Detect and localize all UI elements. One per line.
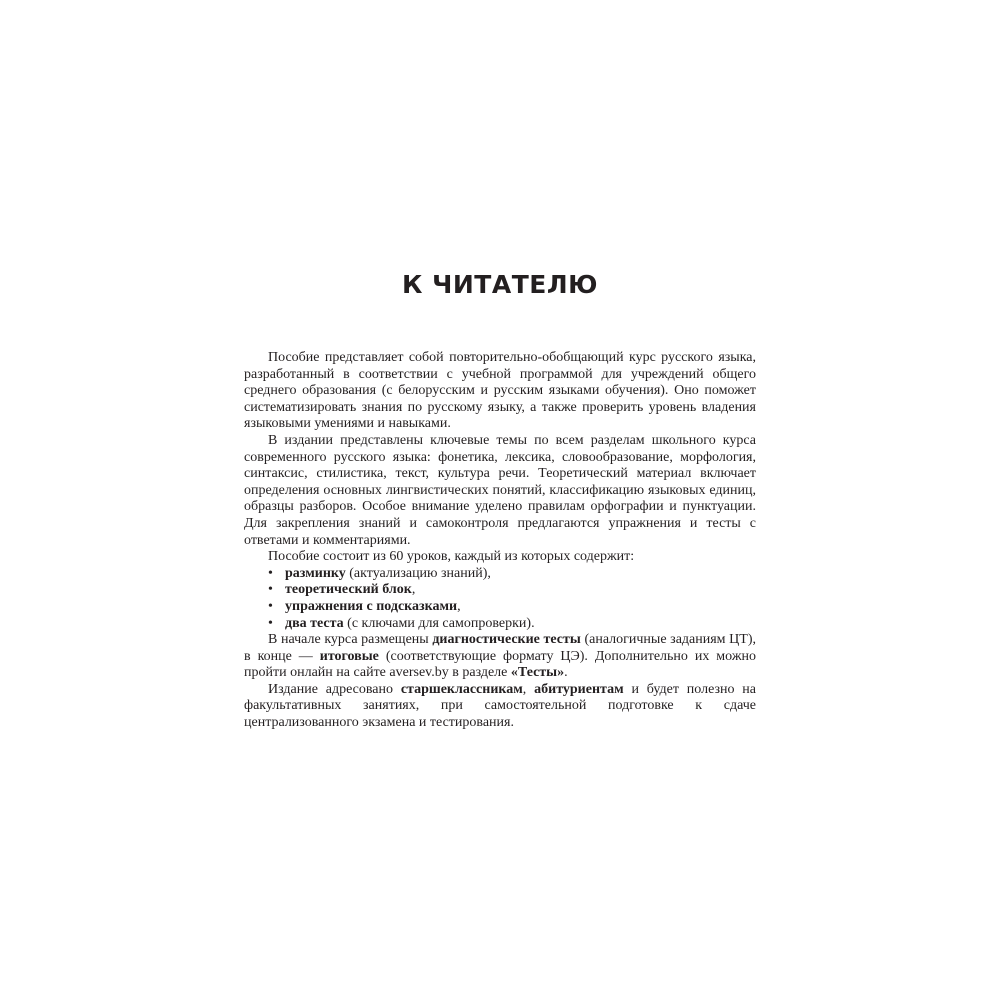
list-item	[268, 616, 756, 633]
bold-run: старшеклассникам	[400, 681, 523, 697]
list-item-bold: теоретический блок	[285, 582, 412, 598]
paragraph-tests	[244, 632, 756, 682]
list-item	[268, 582, 756, 599]
list-item-text: ,	[457, 598, 461, 614]
bold-run: диагностические тесты	[432, 632, 581, 648]
bullet-icon: •	[268, 598, 273, 614]
text-run: и будет полезно на факультативных занятиях, при самостоятельной подготовке к сдаче централизованного экзамена и тестирования.	[244, 681, 757, 731]
text-run: Издание адресовано	[268, 681, 401, 697]
lesson-components-list	[244, 566, 756, 632]
list-item	[268, 566, 756, 583]
bold-run: абитуриентам	[534, 681, 624, 697]
paragraph-audience	[244, 682, 756, 732]
text-run: .	[564, 665, 568, 681]
text-run: (аналогичные заданиям ЦТ), в конце —	[244, 632, 756, 664]
bullet-icon: •	[268, 615, 273, 631]
text-run: ,	[522, 681, 535, 697]
paragraph-intro: Пособие представляет собой повторительно-обобщающий курс русского языка, разработанный в соответствии с учебной программой для учреждений общего среднего образования (с белорусским и русским языками обучения). Оно поможет систематизировать знания по русскому языку, а также проверить уровень владения языковыми умениями и навыками.	[244, 350, 756, 432]
paragraph-structure: Пособие состоит из 60 уроков, каждый из которых содержит:	[268, 549, 635, 565]
paragraph-topics: В издании представлены ключевые темы по всем разделам школьного курса современного русского языка: фонетика, лексика, словообразование, морфология, синтаксис, стилистика, текст, культура речи. Теоретический материал включает определения основных лингвистических понятий, классификацию языковых единиц, образцы разборов. Особое внимание уделено правилам орфографии и пунктуации. Для закрепления знаний и самоконтроля предлагаются упражнения и тесты с ответами и комментариями.	[244, 432, 756, 548]
list-item-bold: разминку	[285, 565, 346, 581]
list-item-text: (с ключами для самопроверки).	[343, 615, 535, 631]
list-item-text: (актуализацию знаний),	[345, 565, 491, 581]
bullet-icon: •	[268, 582, 273, 598]
bold-run: итоговые	[319, 648, 379, 664]
list-item-bold: упражнения с подсказками	[285, 598, 458, 614]
tests-section-link: «Тесты»	[510, 665, 565, 681]
list-item-text: ,	[411, 582, 416, 598]
page-title: К ЧИТАТЕЛЮ	[402, 270, 598, 299]
list-item	[268, 599, 756, 616]
bullet-icon: •	[268, 565, 273, 581]
list-item-bold: два теста	[285, 615, 344, 631]
text-run: (соответствующие формату ЦЭ). Дополнительно их можно пройти онлайн на сайте aversev.by в разделе	[244, 648, 756, 681]
body-text	[244, 350, 756, 732]
text-run: В начале курса размещены	[268, 632, 433, 648]
